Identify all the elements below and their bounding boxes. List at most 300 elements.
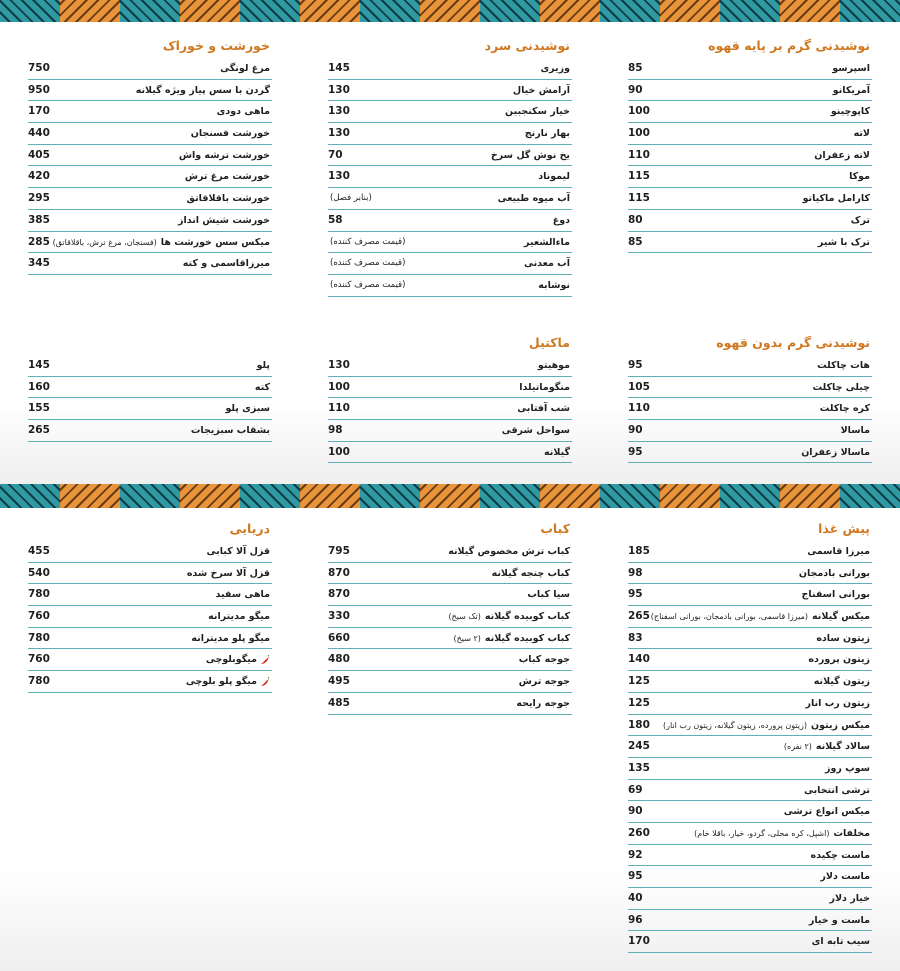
- menu-item-price: 950: [28, 83, 50, 96]
- menu-item-price: 83: [628, 631, 643, 644]
- menu-item-price: 440: [28, 127, 50, 140]
- menu-item-name: کباب چنجه گیلانه: [491, 567, 570, 579]
- menu-item-name-wrap: [525, 123, 570, 144]
- menu-item-name: خورشت ترشه واش: [178, 149, 270, 161]
- menu-item-name: خورشت شیش انداز: [178, 214, 270, 226]
- menu-item-name: سیب تابه ای: [811, 936, 870, 948]
- menu-item-name: کاپوچینو: [830, 106, 870, 118]
- menu-item-name-wrap: [186, 671, 270, 692]
- menu-item-name: کارامل ماکیاتو: [802, 193, 870, 205]
- menu-item: [328, 563, 572, 585]
- menu-item-name: کباب کوبیده گیلانه: [484, 632, 570, 644]
- menu-item-name-wrap: [825, 758, 870, 779]
- menu-item-name: منگوماتیلدا: [519, 381, 570, 393]
- pattern-tile: [660, 484, 720, 508]
- menu-item-name-wrap: [136, 80, 270, 101]
- middle-pattern-border: [0, 484, 900, 508]
- menu-item-name-wrap: [820, 866, 870, 887]
- menu-item-price: 180: [628, 718, 650, 731]
- menu-item: [328, 166, 572, 188]
- menu-item: [328, 355, 572, 377]
- menu-item-name-wrap: [191, 420, 270, 441]
- menu-item: [328, 671, 572, 693]
- section-hot-coffee: [628, 34, 872, 253]
- pattern-tile: [300, 0, 360, 22]
- chili-pepper-icon: [260, 677, 270, 687]
- menu-item-name: میکس سس خورشت ها: [160, 236, 270, 248]
- menu-item-name: ماست و خیار: [808, 914, 870, 926]
- menu-item-price: 455: [28, 545, 50, 557]
- menu-item-name-wrap: [810, 845, 870, 866]
- menu-item-name-wrap: [814, 671, 870, 692]
- menu-item-price: 260: [628, 826, 650, 839]
- menu-item: [328, 584, 572, 606]
- pattern-tile: [300, 484, 360, 508]
- menu-item-note: (۲ نفره): [783, 742, 812, 752]
- menu-item-name: سبزی پلو: [225, 403, 270, 415]
- menu-item-name-wrap: [206, 649, 270, 670]
- pattern-tile: [240, 0, 300, 22]
- menu-item-name: موهیتو: [537, 360, 570, 371]
- menu-item-price: 485: [328, 696, 350, 709]
- menu-item: [628, 145, 872, 167]
- menu-item-price: 100: [628, 105, 650, 118]
- menu-item: [28, 377, 272, 399]
- menu-item-price: 780: [28, 675, 50, 688]
- menu-item-price: 85: [628, 62, 643, 74]
- menu-item-name: گردن با سس پیاز ویژه گیلانه: [135, 84, 270, 96]
- menu-item: [28, 606, 272, 628]
- menu-item: [28, 628, 272, 650]
- menu-item-price: 90: [628, 424, 643, 437]
- menu-item-price: 265: [28, 424, 50, 437]
- menu-item-name: کره چاکلت: [819, 403, 870, 415]
- menu-item: [28, 398, 272, 420]
- pattern-tile: [420, 0, 480, 22]
- menu-item-price: 170: [28, 105, 50, 118]
- menu-item-name-wrap: [841, 420, 870, 441]
- menu-item-name-wrap: [832, 58, 870, 79]
- menu-item-name: زیتون گیلانه: [813, 676, 870, 688]
- menu-item-name-wrap: [833, 80, 870, 101]
- menu-item-name: آمریکانو: [832, 84, 870, 96]
- menu-item-name-wrap: [809, 910, 870, 931]
- menu-item-name: میکس زیتون: [811, 719, 870, 731]
- pattern-tile: [720, 0, 780, 22]
- menu-item-name: سیا کباب: [527, 589, 570, 601]
- menu-item-name: ماءالشعیر: [524, 236, 570, 248]
- menu-item: [628, 910, 872, 932]
- menu-item-name: لیموناد: [538, 171, 570, 183]
- menu-item-price: 760: [28, 653, 50, 666]
- menu-item: [628, 801, 872, 823]
- menu-item-name-wrap: [255, 377, 270, 398]
- menu-item: [628, 931, 872, 953]
- menu-item-price: 145: [328, 62, 350, 74]
- menu-item-name-wrap: [816, 628, 870, 649]
- menu-item-name: دوغ: [552, 214, 570, 226]
- pattern-tile: [840, 484, 900, 508]
- menu-item-price: 480: [328, 653, 350, 666]
- pattern-tile: [360, 484, 420, 508]
- menu-item-name: خورشت فسنجان: [190, 128, 270, 140]
- menu-item-price: 130: [328, 170, 350, 183]
- menu-item-name-wrap: [538, 275, 570, 296]
- menu-item-name-wrap: [53, 232, 270, 253]
- menu-item-price: 90: [628, 805, 643, 818]
- menu-item-name-wrap: [817, 355, 870, 376]
- menu-item-name-wrap: [553, 210, 570, 231]
- section-title: ماکتیل: [528, 335, 570, 350]
- menu-item: [328, 649, 572, 671]
- menu-item: [628, 166, 872, 188]
- menu-item-price: 130: [328, 105, 350, 118]
- menu-item-price-text: (قیمت مصرف کننده): [330, 279, 406, 290]
- pattern-tile: [180, 0, 240, 22]
- section-sides: [28, 355, 272, 442]
- menu-item: [28, 80, 272, 102]
- menu-item-name: ترک با شیر: [817, 236, 870, 248]
- menu-item-name-wrap: [784, 801, 870, 822]
- pattern-tile: [240, 484, 300, 508]
- menu-item-price: 330: [328, 610, 350, 623]
- menu-item-name-wrap: [208, 606, 270, 627]
- menu-item-name-wrap: [801, 442, 870, 463]
- menu-item: [28, 541, 272, 563]
- menu-item: [628, 58, 872, 80]
- menu-item-name-wrap: [519, 377, 570, 398]
- menu-item-name: زیتون ساده: [816, 632, 870, 644]
- menu-item: [328, 188, 572, 210]
- menu-item-name: سالاد گیلانه: [815, 741, 870, 753]
- menu-item-price: 85: [628, 235, 643, 248]
- menu-item-name: خیار دلار: [829, 893, 870, 904]
- section-kebab: [328, 517, 572, 715]
- section-title: دریایی: [229, 521, 270, 536]
- menu-item-name: خورشت باقلاقاتق: [186, 193, 270, 205]
- section-stews: [28, 34, 272, 275]
- menu-item-name: ماهی دودی: [216, 106, 270, 118]
- menu-item-name: کباب ترش مخصوص گیلانه: [448, 546, 570, 557]
- menu-item: [628, 420, 872, 442]
- menu-item-price: 125: [628, 675, 650, 688]
- section-appetizers: [628, 517, 872, 953]
- menu-item-price: 95: [628, 359, 643, 371]
- menu-item: [328, 80, 572, 102]
- menu-item-price: 750: [28, 62, 50, 74]
- menu-item: [28, 584, 272, 606]
- menu-item-price: 98: [328, 424, 343, 437]
- menu-item-name-wrap: [524, 253, 570, 274]
- menu-item-price: 130: [328, 83, 350, 96]
- menu-item-note: (تک سیخ): [448, 612, 481, 622]
- menu-item-name: میرزا قاسمی: [807, 546, 870, 557]
- pattern-tile: [480, 484, 540, 508]
- menu-item-name: جوجه رایحه: [516, 697, 570, 709]
- menu-item-price: 110: [628, 402, 650, 415]
- menu-item-name-wrap: [217, 101, 270, 122]
- menu-item-price: 95: [628, 445, 643, 458]
- pattern-tile: [600, 484, 660, 508]
- section-title: نوشیدنی سرد: [484, 38, 570, 53]
- menu-item: [28, 58, 272, 80]
- menu-item: [328, 541, 572, 563]
- menu-item: [328, 145, 572, 167]
- menu-item-name-wrap: [524, 232, 570, 253]
- menu-item-name-wrap: [216, 584, 271, 605]
- menu-item-price: 125: [628, 696, 650, 709]
- menu-item: [28, 649, 272, 671]
- menu-item: [628, 101, 872, 123]
- pattern-tile: [0, 0, 60, 22]
- menu-item-name-wrap: [448, 606, 570, 627]
- menu-item-name: خیار سکنجبین: [505, 106, 570, 118]
- menu-item-price: 110: [628, 148, 650, 161]
- section-title: خورشت و خوراک: [162, 38, 270, 53]
- menu-item-price: 110: [328, 402, 350, 415]
- menu-item-name-wrap: [830, 888, 871, 909]
- menu-item-name: هات چاکلت: [817, 360, 870, 371]
- menu-item-name: اسپرسو: [832, 63, 870, 74]
- pattern-tile: [780, 0, 840, 22]
- menu-item-name: بورانی اسفناج: [801, 589, 870, 601]
- pattern-tile: [540, 0, 600, 22]
- menu-item-name-wrap: [178, 210, 270, 231]
- menu-item-name-wrap: [799, 563, 870, 584]
- menu-item-name-wrap: [225, 398, 270, 419]
- menu-item-name: گیلانه: [544, 446, 570, 458]
- menu-item-price: 170: [628, 935, 650, 948]
- menu-item-name-wrap: [784, 736, 870, 757]
- menu-item-price: 115: [628, 170, 650, 183]
- menu-item-name-wrap: [516, 693, 570, 714]
- menu-item-name-wrap: [448, 541, 570, 562]
- menu-item-price: 58: [328, 213, 343, 226]
- menu-item-name-wrap: [651, 606, 870, 627]
- menu-item-name: ماهی سفید: [215, 589, 270, 601]
- menu-item-name-wrap: [519, 671, 570, 692]
- menu-item: [28, 145, 272, 167]
- menu-item: [628, 845, 872, 867]
- menu-item-name-wrap: [814, 145, 870, 166]
- menu-item-price: 295: [28, 192, 50, 205]
- menu-item-price: 90: [628, 83, 643, 96]
- menu-item-note: (اشپل، کره محلی، گردو، خیار، باقلا خام): [694, 828, 830, 838]
- menu-item-price: 130: [328, 127, 350, 140]
- menu-item-price: 420: [28, 170, 50, 183]
- menu-item-name: میکس انواع ترشی: [783, 806, 870, 818]
- pattern-tile: [720, 484, 780, 508]
- menu-item: [328, 398, 572, 420]
- menu-item-name-wrap: [802, 584, 870, 605]
- menu-item: [628, 758, 872, 780]
- menu-item-name: ماست دلار: [820, 871, 870, 883]
- menu-item: [28, 232, 272, 254]
- menu-item-name: آب معدنی: [523, 258, 570, 270]
- menu-item: [628, 628, 872, 650]
- menu-item: [28, 210, 272, 232]
- menu-item-price: 70: [328, 148, 343, 161]
- menu-item-name-wrap: [808, 649, 870, 670]
- menu-item-name: لاته زعفران: [814, 149, 870, 161]
- menu-item: [628, 584, 872, 606]
- top-pattern-border: [0, 0, 900, 22]
- menu-item-name-wrap: [502, 420, 570, 441]
- menu-item: [328, 442, 572, 464]
- menu-item-note: (میرزا قاسمی، بورانی بادمجان، بورانی اسفناج): [650, 612, 809, 622]
- menu-item: [28, 188, 272, 210]
- menu-item: [628, 232, 872, 254]
- menu-item-price: 760: [28, 610, 50, 623]
- menu-item-name-wrap: [191, 628, 270, 649]
- section-mocktail: [328, 331, 572, 463]
- menu-item: [328, 420, 572, 442]
- menu-item-name-wrap: [513, 80, 570, 101]
- menu-item-name-wrap: [187, 188, 270, 209]
- menu-item-price: 870: [328, 566, 350, 579]
- menu-item-name-wrap: [818, 232, 870, 253]
- menu-item-name: ماسالا زعفران: [801, 446, 870, 458]
- menu-item-name-wrap: [807, 541, 870, 562]
- menu-item-name: سواحل شرقی: [501, 425, 570, 437]
- menu-item: [628, 715, 872, 737]
- menu-item: [628, 606, 872, 628]
- menu-item-price: 40: [628, 892, 643, 904]
- menu-item: [28, 166, 272, 188]
- menu-item-name: میگو مدیترانه: [208, 611, 270, 623]
- menu-item: [28, 420, 272, 442]
- menu-item-price: 98: [628, 566, 643, 579]
- menu-item-name: آب میوه طبیعی: [497, 193, 570, 205]
- menu-item: [628, 442, 872, 464]
- menu-item: [628, 649, 872, 671]
- menu-item-name-wrap: [191, 123, 270, 144]
- menu-item-price: 780: [28, 588, 50, 601]
- menu-item: [628, 80, 872, 102]
- menu-item: [28, 101, 272, 123]
- menu-item: [628, 377, 872, 399]
- menu-item-name: کباب کوبیده گیلانه: [484, 611, 570, 623]
- menu-item-name-wrap: [813, 377, 870, 398]
- menu-item: [628, 780, 872, 802]
- menu-item-name-wrap: [517, 398, 570, 419]
- menu-item: [628, 541, 872, 563]
- menu-item-price-text: (بنابر فصل): [330, 193, 372, 204]
- menu-item-name: شب آفتابی: [517, 403, 570, 415]
- menu-item-name-wrap: [187, 563, 270, 584]
- menu-item-price: 95: [628, 588, 643, 601]
- pattern-tile: [780, 484, 840, 508]
- menu-item-price: 135: [628, 761, 650, 774]
- menu-item-name-wrap: [849, 166, 870, 187]
- pattern-tile: [660, 0, 720, 22]
- menu-item-price: 92: [628, 848, 643, 861]
- menu-item: [628, 866, 872, 888]
- menu-item-price: 100: [328, 380, 350, 393]
- menu-item: [328, 693, 572, 715]
- menu-item-name: سوپ روز: [825, 762, 870, 774]
- pattern-tile: [420, 484, 480, 508]
- menu-item-name-wrap: [804, 780, 870, 801]
- menu-item-name: پلو: [256, 360, 270, 371]
- menu-item-name-wrap: [492, 563, 570, 584]
- menu-item-name: ماسالا: [840, 425, 870, 437]
- menu-item-price-text: (قیمت مصرف کننده): [330, 258, 406, 269]
- menu-item-name: نوشابه: [538, 279, 570, 291]
- menu-item-name-wrap: [538, 355, 570, 376]
- menu-item-name: قزل آلا سرخ شده: [186, 567, 270, 579]
- pattern-tile: [60, 0, 120, 22]
- menu-item-name-wrap: [185, 166, 270, 187]
- pattern-tile: [0, 484, 60, 508]
- pattern-tile: [120, 484, 180, 508]
- menu-item-price: 100: [628, 127, 650, 140]
- menu-item-name-wrap: [505, 101, 570, 122]
- menu-item-name: جوجه کباب: [518, 654, 570, 666]
- menu-item-name-wrap: [491, 145, 570, 166]
- menu-item-name: میگو پلو بلوچی: [185, 676, 257, 688]
- menu-panel-drinks: [0, 22, 900, 484]
- menu-item-name-wrap: [803, 188, 870, 209]
- menu-item: [628, 123, 872, 145]
- menu-item-name-wrap: [519, 649, 570, 670]
- section-cold-drinks: [328, 34, 572, 297]
- menu-item-name-wrap: [820, 398, 870, 419]
- menu-item-name: وزیری: [540, 63, 570, 74]
- menu-item-name: آرامش خیال: [512, 84, 570, 96]
- menu-item: [328, 628, 572, 650]
- section-seafood: [28, 517, 272, 693]
- pattern-tile: [540, 484, 600, 508]
- menu-item-name-wrap: [694, 823, 870, 844]
- menu-item-price: 95: [628, 870, 643, 883]
- menu-item-price: 265: [628, 610, 650, 623]
- section-title: نوشیدنی گرم بر پایه قهوه: [708, 38, 870, 53]
- menu-item: [628, 823, 872, 845]
- menu-item-price: 140: [628, 653, 650, 666]
- menu-item-price: 69: [628, 783, 643, 796]
- menu-item-name: میگو پلو مدیترانه: [191, 632, 270, 644]
- menu-item: [628, 693, 872, 715]
- menu-item-name-wrap: [179, 145, 270, 166]
- menu-item: [628, 355, 872, 377]
- menu-item-price: 100: [328, 445, 350, 458]
- menu-item-price: 185: [628, 545, 650, 557]
- menu-item-price: 130: [328, 359, 350, 371]
- menu-item-name: جوجه ترش: [518, 676, 570, 688]
- menu-item: [28, 253, 272, 275]
- pattern-tile: [120, 0, 180, 22]
- menu-item-name-wrap: [544, 442, 570, 463]
- menu-item: [328, 253, 572, 275]
- menu-item-name: میرزاقاسمی و کته: [182, 258, 270, 270]
- menu-item: [328, 58, 572, 80]
- menu-item-price: 795: [328, 545, 350, 557]
- menu-item-name: مرغ لونگی: [220, 63, 270, 74]
- menu-item-price: 96: [628, 913, 643, 926]
- menu-item-name-wrap: [220, 58, 270, 79]
- menu-item-name-wrap: [831, 101, 870, 122]
- menu-item-price: 160: [28, 380, 50, 393]
- menu-item: [328, 232, 572, 254]
- menu-item-name: ماست چکیده: [810, 849, 870, 861]
- menu-item-name-wrap: [454, 628, 570, 649]
- menu-item-name: زیتون رب انار: [805, 697, 870, 709]
- menu-item-name: بشقاب سبزیجات: [190, 425, 270, 437]
- menu-item: [628, 888, 872, 910]
- menu-item: [628, 563, 872, 585]
- menu-item-name: بورانی بادمجان: [798, 567, 870, 579]
